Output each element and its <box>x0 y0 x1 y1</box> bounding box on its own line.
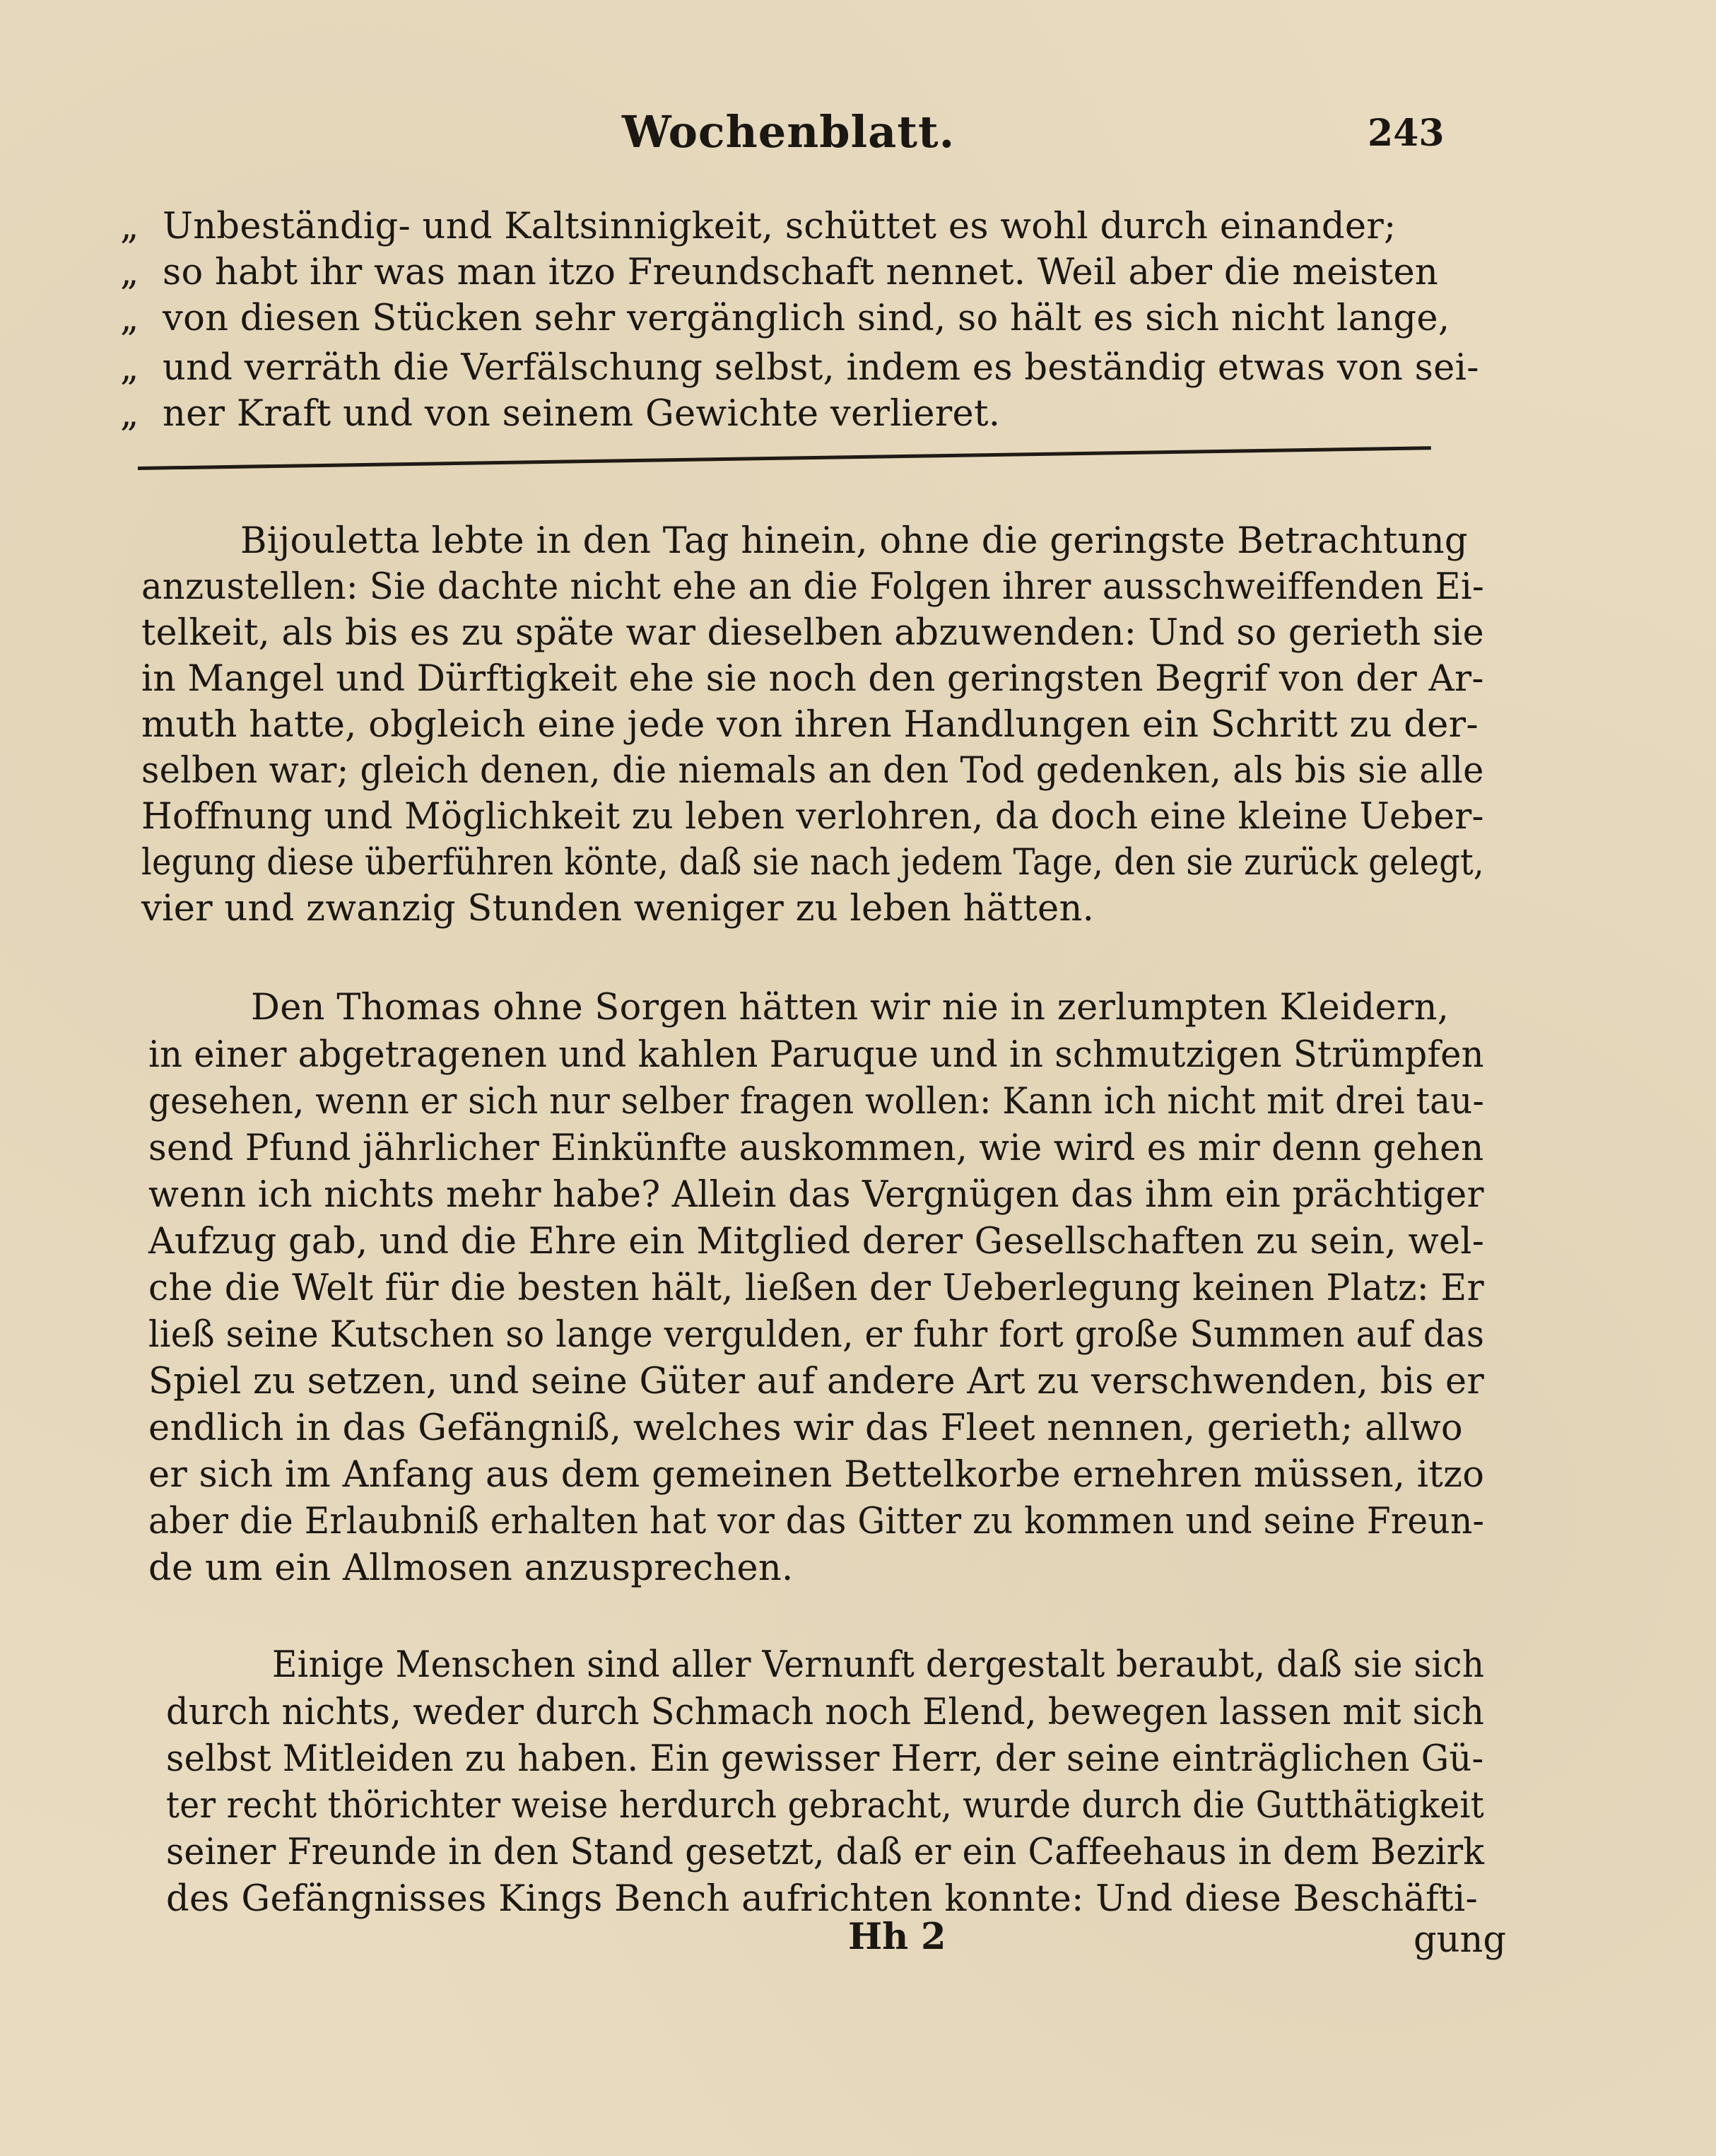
quote-line: „ so habt ihr was man itzo Freundschaft nennet. Weil aber die meisten <box>120 252 1439 293</box>
text-line: che die Welt für die besten hält, ließen der Ueberlegung keinen Platz: Er <box>148 1267 1484 1309</box>
quote-line: „ und verräth die Verfälschung selbst, indem es beständig etwas von sei- <box>120 347 1479 389</box>
signature-mark: Hh 2 <box>848 1916 946 1958</box>
text-line: in Mangel und Dürftigkeit ehe sie noch den geringsten Begrif von der Ar- <box>141 658 1484 700</box>
text-line: de um ein Allmosen anzusprechen. <box>148 1547 794 1589</box>
text-line: selbst Mitleiden zu haben. Ein gewisser Herr, der seine einträglichen Gü- <box>166 1738 1484 1780</box>
text-line: send Pfund jährlicher Einkünfte auskommen, wie wird es mir denn gehen <box>148 1127 1484 1169</box>
text-line: legung diese überführen könte, daß sie nach jedem Tage, den sie zurück gelegt, <box>141 842 1484 884</box>
text-line: wenn ich nichts mehr habe? Allein das Vergnügen das ihm ein prächtiger <box>148 1174 1484 1216</box>
quote-mark: „ <box>120 347 139 389</box>
quote-line: „ ner Kraft und von seinem Gewichte verlieret. <box>120 393 1001 435</box>
text-line: des Gefängnisses Kings Bench aufrichten konnte: Und diese Beschäfti- <box>166 1878 1479 1920</box>
text-line: er sich im Anfang aus dem gemeinen Bettelkorbe ernehren müssen, itzo <box>148 1454 1485 1496</box>
running-title: Wochenblatt. <box>622 106 956 158</box>
section-divider <box>138 446 1431 470</box>
text-line: Einige Menschen sind aller Vernunft dergestalt beraubt, daß sie sich <box>272 1644 1485 1686</box>
text-line: gesehen, wenn er sich nur selber fragen wollen: Kann ich nicht mit drei tau- <box>148 1081 1485 1123</box>
text-line: endlich in das Gefängniß, welches wir das Fleet nennen, gerieth; allwo <box>148 1407 1463 1449</box>
quote-line: „ von diesen Stücken sehr vergänglich sind, so hält es sich nicht lange, <box>120 298 1450 339</box>
text-line: ter recht thörichter weise herdurch gebracht, wurde durch die Gutthätigkeit <box>166 1785 1484 1827</box>
text-line: ließ seine Kutschen so lange vergulden, er fuhr fort große Summen auf das <box>148 1314 1485 1356</box>
text-line: aber die Erlaubniß erhalten hat vor das Gitter zu kommen und seine Freun- <box>148 1501 1485 1542</box>
text-line: Spiel zu setzen, und seine Güter auf andere Art zu verschwenden, bis er <box>148 1361 1485 1402</box>
quote-mark: „ <box>120 252 139 293</box>
page-header <box>0 106 1716 184</box>
catchword: gung <box>1414 1919 1506 1961</box>
text-line: vier und zwanzig Stunden weniger zu leben hätten. <box>141 888 1095 930</box>
text-line: selben war; gleich denen, die niemals an den Tod gedenken, als bis sie alle <box>141 750 1484 792</box>
text-line: muth hatte, obgleich eine jede von ihren Handlungen ein Schritt zu der- <box>141 704 1479 746</box>
text-line: durch nichts, weder durch Schmach noch Elend, bewegen lassen mit sich <box>166 1692 1485 1733</box>
text-line: Bijouletta lebte in den Tag hinein, ohne die geringste Betrachtung <box>240 520 1468 562</box>
page-number: 243 <box>1368 112 1445 155</box>
text-line: anzustellen: Sie dachte nicht ehe an die Folgen ihrer ausschweiffenden Ei- <box>141 566 1485 608</box>
text-line: in einer abgetragenen und kahlen Paruque und in schmutzigen Strümpfen <box>148 1034 1484 1076</box>
quote-line: „ Unbeständig- und Kaltsinnigkeit, schüttet es wohl durch einander; <box>120 206 1397 247</box>
text-line: telkeit, als bis es zu späte war dieselben abzuwenden: Und so gerieth sie <box>141 612 1484 654</box>
quote-mark: „ <box>120 393 139 435</box>
text-line: Aufzug gab, und die Ehre ein Mitglied derer Gesellschaften zu sein, wel- <box>148 1221 1485 1262</box>
quote-mark: „ <box>120 298 139 339</box>
text-line: seiner Freunde in den Stand gesetzt, daß er ein Caffeehaus in dem Bezirk <box>166 1832 1485 1873</box>
text-line: Den Thomas ohne Sorgen hätten wir nie in zerlumpten Kleidern, <box>251 987 1450 1029</box>
quote-mark: „ <box>120 206 139 247</box>
text-line: Hoffnung und Möglichkeit zu leben verlohren, da doch eine kleine Ueber- <box>141 796 1484 838</box>
